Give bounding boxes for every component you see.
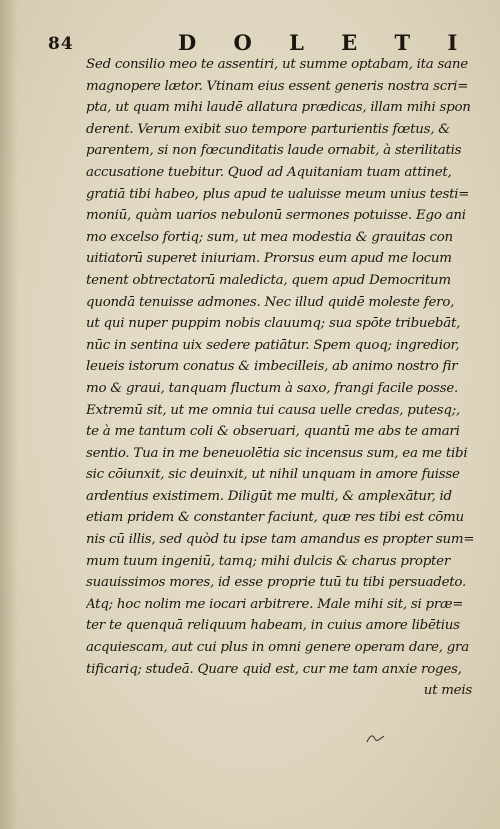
- text-line: magnopere lætor. Vtinam eius essent generis nostra scri=: [86, 78, 469, 94]
- page-gutter-shadow: [0, 0, 18, 829]
- text-line: nis cū illis, sed quòd tu ipse tam amandus es propter sum=: [86, 532, 475, 548]
- text-line: derent. Verum exibit suo tempore parturientis fœtus, &: [86, 121, 450, 137]
- text-line: ter te quenquā reliquum habeam, in cuius amore libētius: [86, 618, 460, 634]
- page-number: 84: [48, 34, 74, 54]
- text-line: sic cōiunxit, sic deuinxit, ut nihil unquam in amore fuisse: [86, 467, 460, 483]
- text-line: ut qui nuper puppim nobis clauumq; sua spōte tribuebāt,: [86, 316, 461, 332]
- text-line: tenent obtrectatorū maledicta, quem apud Democritum: [86, 272, 451, 288]
- text-line: accusatione tuebitur. Quod ad Aquitaniam tuam attinet,: [86, 164, 452, 180]
- text-line: mo excelso fortiq; sum, ut mea modestia & grauitas con: [86, 229, 453, 245]
- text-line: Extremū sit, ut me omnia tui causa uelle credas, putesq;,: [86, 402, 460, 418]
- text-line: uitiatorū superet iniuriam. Prorsus eum apud me locum: [86, 251, 452, 267]
- text-line: mo & graui, tanquam fluctum à saxo, frangi facile posse.: [86, 380, 459, 396]
- text-line: ardentius existimem. Diligūt me multi, & amplexātur, id: [86, 488, 452, 504]
- text-line: te à me tantum coli & obseruari, quantū me abs te amari: [86, 424, 460, 440]
- catchword: ut meis: [423, 683, 472, 699]
- text-line: acquiescam, aut cui plus in omni genere operam dare, gra: [86, 640, 469, 656]
- ink-flourish-mark: [366, 733, 386, 745]
- text-line: gratiā tibi habeo, plus apud te ualuisse meum unius testi=: [86, 186, 470, 202]
- text-line: suauissimos mores, id esse proprie tuū tu tibi persuadeto.: [86, 575, 466, 591]
- text-line: moniū, quàm uarios nebulonū sermones potuisse. Ego ani: [86, 208, 466, 224]
- text-line: nūc in sentina uix sedere patiātur. Spem quoq; ingredior,: [86, 337, 460, 353]
- text-line: etiam pridem & constanter faciunt, quæ res tibi est cōmu: [86, 510, 464, 526]
- text-line: sentio. Tua in me beneuolētia sic incensus sum, ea me tibi: [86, 445, 468, 461]
- text-line: parentem, si non fœcunditatis laude ornabit, à sterilitatis: [86, 143, 462, 159]
- text-line: pta, ut quam mihi laudē allatura prædicas, illam mihi spon: [86, 100, 471, 116]
- text-line: leueis istorum conatus & imbecilleis, ab animo nostro fir: [86, 359, 458, 375]
- body-text: [86, 54, 478, 702]
- text-line: tificariq; studeā. Quare quid est, cur me tam anxie roges,: [86, 661, 462, 677]
- text-line: Atq; hoc nolim me iocari arbitrere. Male mihi sit, si præ=: [86, 596, 464, 612]
- text-line: Sed consilio meo te assentiri, ut summe optabam, ita sane: [86, 57, 468, 72]
- running-head: D O L E T I: [178, 30, 473, 55]
- text-line: quondā tenuisse admones. Nec illud quidē moleste fero,: [86, 294, 455, 310]
- text-line: mum tuum ingeniū, tamq; mihi dulcis & charus propter: [86, 553, 450, 569]
